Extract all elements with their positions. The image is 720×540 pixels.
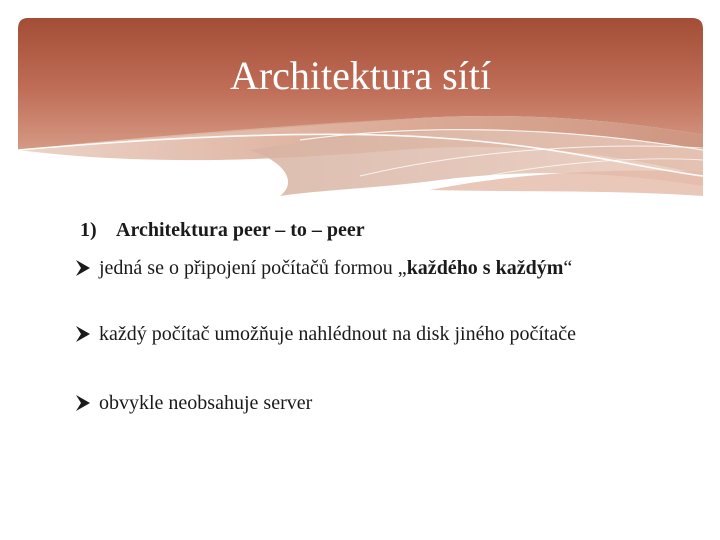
bullet-text: každý počítač umožňuje nahlédnout na disk jiného počítače xyxy=(99,323,577,345)
arrowhead-bullet-icon xyxy=(75,259,99,277)
bullet-item xyxy=(75,389,312,417)
bullet-text: obvykle neobsahuje server xyxy=(99,392,313,414)
heading-text: Architektura peer – to – peer xyxy=(116,219,365,241)
bullet-item xyxy=(75,320,576,348)
section-heading xyxy=(80,216,365,244)
bullet-text-tail: “ xyxy=(563,257,573,279)
bullet-item xyxy=(75,254,572,282)
arrowhead-bullet-icon xyxy=(75,325,99,343)
bullet-text: jedná se o připojení počítačů formou „ xyxy=(99,257,407,279)
arrowhead-bullet-icon xyxy=(75,394,99,412)
slide-title: Architektura sítí xyxy=(229,53,492,98)
bullet-text-bold: každého s každým xyxy=(406,257,564,279)
heading-number: 1) xyxy=(80,219,97,241)
